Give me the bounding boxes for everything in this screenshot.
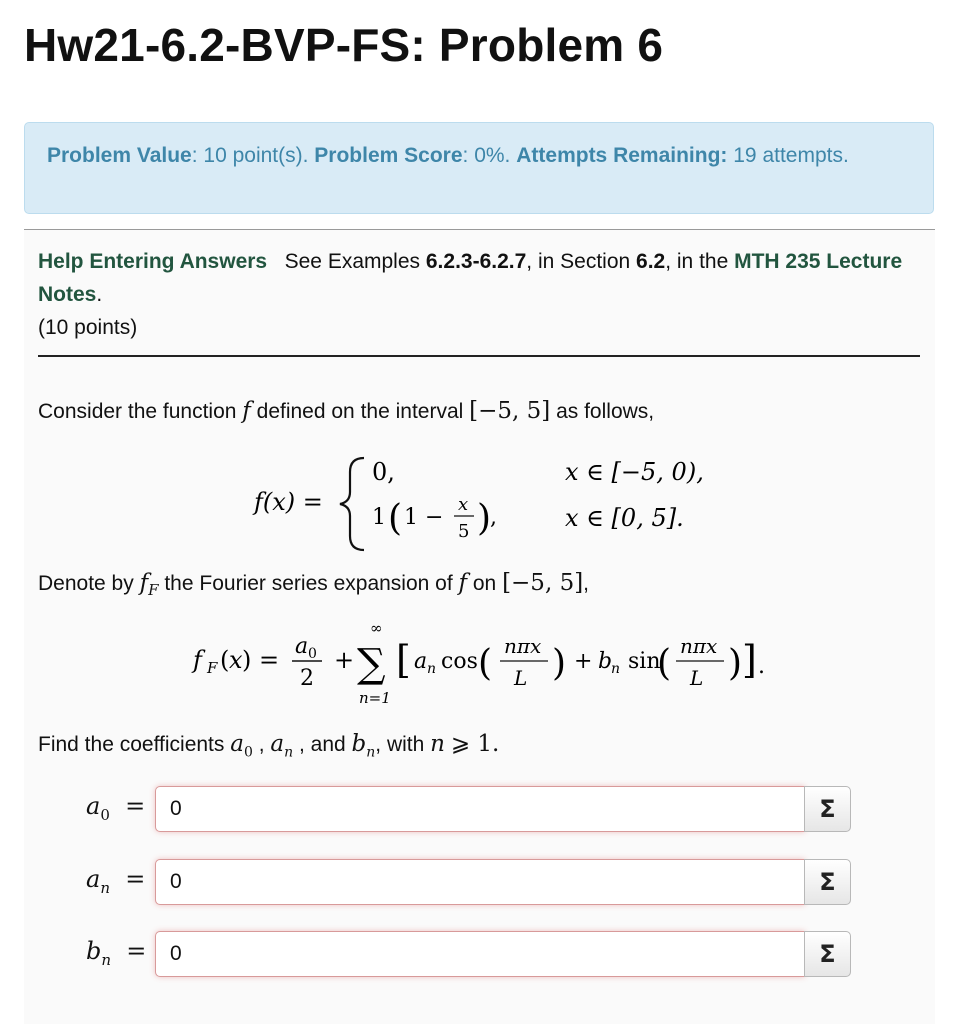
sum-upper: ∞ [370,619,383,637]
problem-score-label: Problem Score [314,144,463,167]
find-sentence: Find the coefficients $a_0$ , $a_n$ , and $b_n$, with n ⩾ 1. [38,731,500,761]
formula-lhs-arg: ( [220,646,230,674]
denote-sentence [38,570,589,599]
consider-mid: defined on the interval [250,400,470,423]
case2-coefficient: 1 [372,505,386,530]
equation-editor-button-a0[interactable]: Σ [804,786,851,832]
svg-text:n: n [427,661,437,677]
equation-editor-button-an[interactable]: Σ [804,859,851,905]
equation-editor-button-bn[interactable]: Σ [804,931,851,977]
interval-symbol-2: [−5, 5] [502,570,584,596]
svg-text:): ) [552,643,567,684]
paren-open: ( [388,498,403,539]
svg-text:a: a [414,649,428,674]
bracket-open: [ [396,638,411,682]
sin-arg-den: L [690,666,704,690]
answer-row-an [0,859,962,909]
problem-value-label: Problem Value [47,144,192,167]
help-text-section: , in Section [526,250,637,273]
svg-text:(: ( [657,643,672,684]
function-symbol: f [242,398,251,424]
denote-post: , [583,572,590,595]
left-brace [340,458,364,550]
case1-value: 0, [372,458,395,486]
find-pre: Find the coefficients [38,733,231,756]
find-post: , with [375,733,431,756]
denote-pre: Denote by [38,572,140,595]
cos-arg-num: nπx [504,634,542,658]
section-divider [38,355,920,357]
sum-lower: n=1 [359,689,391,707]
case1-condition: x ∈ [−5, 0), [565,458,704,486]
lecture-notes-link[interactable]: MTH 235 Lecture Notes [38,250,903,306]
answer-label-an: $a_n$ = [86,865,146,897]
answer-label-a0: $a_0$ = [86,792,146,824]
help-examples: 6.2.3-6.2.7 [425,250,527,273]
help-text-in-the: , in the [665,250,735,273]
svg-text:+: + [574,649,593,674]
bracket-close: ] [742,638,757,682]
page-title: Hw21-6.2-BVP-FS: Problem 6 [24,19,664,71]
a0-numerator: a [295,634,309,659]
answer-row-bn [0,931,962,981]
piecewise-definition [0,440,962,555]
answer-input-a0[interactable] [155,786,805,832]
attempts-remaining-label: Attempts Remaining: [516,144,728,167]
denote-mid: the Fourier series expansion of [158,572,459,595]
case2-frac-num: x [458,494,469,515]
svg-text:) =: ) = [242,646,280,674]
a0-denominator: 2 [300,666,314,691]
consider-post: as follows, [550,400,655,423]
help-entering-answers-link[interactable]: Help Entering Answers [38,250,268,273]
interval-symbol: [−5, 5] [469,398,551,424]
svg-text:b: b [598,649,613,674]
svg-text:x: x [229,646,243,674]
case2-comma: , [490,505,497,530]
sin-arg-num: nπx [680,634,718,658]
paren-close: ) [477,498,492,539]
help-section [38,245,918,344]
cos-arg-den: L [514,666,528,690]
coef-a0: $a_0$ [230,731,253,761]
svg-text:n: n [611,661,621,677]
answer-input-an[interactable] [155,859,805,905]
sum-sign: ∑ [357,641,386,687]
denote-mid2: on [467,572,503,595]
help-section-number: 6.2 [636,250,666,273]
fourier-symbol-sub: F [148,581,159,600]
answer-row-a0 [0,786,962,836]
formula-lhs: f [193,646,202,674]
svg-text:sin: sin [628,649,661,674]
problem-score-text: : 0%. [462,144,517,167]
svg-text:(: ( [478,643,493,684]
function-symbol-2: f [458,570,468,596]
fourier-symbol: f [139,570,149,596]
consider-sentence [38,398,654,424]
coef-bn: $b_n$ [351,731,376,761]
coef-an: $a_n$ [270,731,294,761]
svg-text:+: + [334,646,355,674]
svg-text:.: . [758,654,765,679]
svg-text:cos: cos [441,649,478,674]
problem-value-text: : 10 point(s). [191,144,315,167]
points-text: (10 points) [38,316,138,339]
help-text-see: See Examples [284,250,426,273]
index-condition: n [430,731,445,757]
consider-pre: Consider the function [38,400,243,423]
fourier-series-formula [0,615,962,710]
svg-text:0: 0 [308,646,317,662]
problem-info-box [24,122,934,214]
piecewise-lhs: f(x) = [254,488,323,516]
answer-input-bn[interactable] [155,931,805,977]
case2-condition: x ∈ [0, 5]. [565,504,684,532]
answer-label-bn: $b_n$ = [86,937,147,969]
help-text-period: . [96,283,103,306]
attempts-remaining-text: 19 attempts. [727,144,849,167]
formula-lhs-sub: F [207,659,218,677]
case2-one: 1 − [404,505,444,530]
case2-frac-den: 5 [458,521,470,542]
svg-text:): ) [728,643,743,684]
